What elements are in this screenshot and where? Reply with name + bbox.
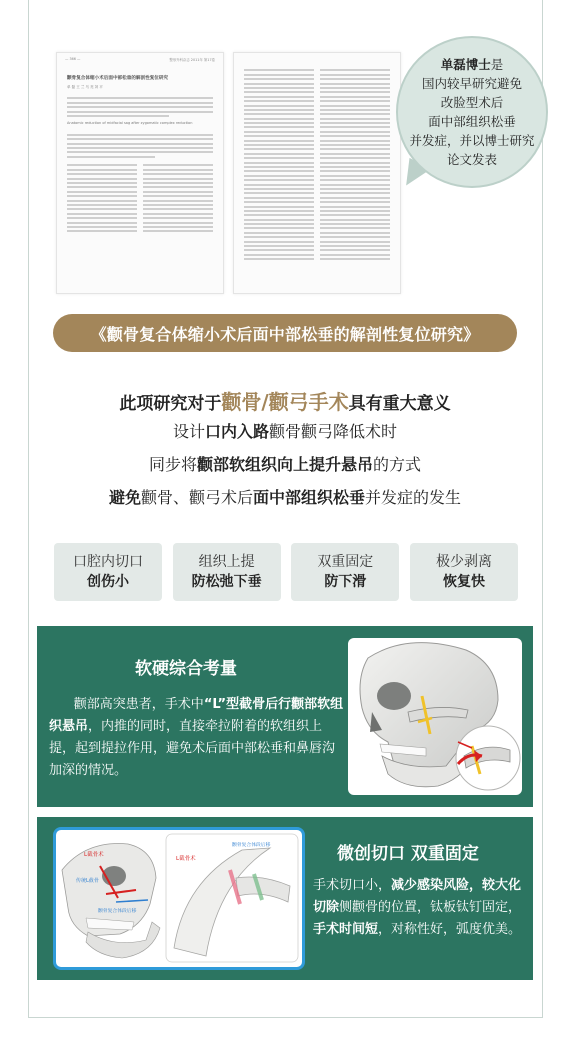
paper-abstract-en [57, 129, 223, 162]
paper-thumbnail-first-page [56, 52, 224, 294]
label-l-osteotomy: L截骨术 [84, 852, 104, 858]
paper-header-center: 整形外科杂志 2011年 第17卷 [169, 58, 215, 62]
paper-title-banner: 《颧骨复合体缩小术后面中部松垂的解剖性复位研究》 [53, 314, 517, 352]
panel-text-minimal-incision: 手术切口小，减少感染风险，较大化切除侧颧骨的位置，钛板钛钉固定，手术时间短，对称性好，弧度优美。 [312, 878, 521, 937]
significance-line-4: 避免颧骨、颧弓术后面中部组织松垂并发症的发生 [108, 488, 462, 507]
label-posterior-shift: 颧骨复合体段后移 [98, 909, 137, 914]
osteotomy-diagram [53, 827, 305, 970]
paper-title: 颧骨复合体缩小术后面中部松垂的解剖性复位研究 [67, 76, 169, 81]
paper-thumbnail-second-page [233, 52, 401, 294]
paper-abstract-cn [57, 93, 223, 121]
chip-minimal-dissection: 极少剥离 恢复快 [410, 543, 518, 601]
author-speech-bubble: 单磊博士是 国内较早研究避免 改脸型术后 面中部组织松垂 并发症，并以博士研究 论文发表 [396, 36, 548, 188]
panel-title-soft-hard: 软硬综合考量 [135, 659, 237, 679]
panel-text-soft-hard: 颧部高突患者，手术中“L”型截骨后行颧部软组织悬吊，内推的同时，直接牵拉附着的软组织上提，起到提拉作用，避免术后面中部松垂和鼻唇沟加深的情况。 [49, 697, 344, 778]
label-complex-shift: 颧骨复合体段后移 [232, 843, 271, 848]
paper-abstract-en-title: Anatomic reduction of midfacial sag after zygomatic complex reduction [67, 121, 193, 126]
feature-chips [54, 543, 518, 601]
paper-authors: 单 磊 王 兰 马 亮 刘 平 [67, 85, 103, 89]
significance-line-1: 此项研究对于颧骨/颧弓手术具有重大意义 [119, 390, 451, 414]
label-traditional-l: 传统L截骨 [76, 878, 99, 884]
significance-line-2: 设计口内入路颧骨颧弓降低术时 [172, 422, 398, 441]
skull-lateral-icon [348, 638, 522, 795]
chip-intraoral-incision: 口腔内切口 创伤小 [54, 543, 162, 601]
chip-tissue-lift: 组织上提 防松弛下垂 [173, 543, 281, 601]
soft-hard-tissue-panel [37, 626, 533, 807]
minimal-incision-panel [37, 817, 533, 980]
panel-title-minimal-incision: 微创切口 双重固定 [337, 844, 479, 864]
label-l-osteotomy-closeup: L截骨术 [176, 856, 196, 862]
skull-illustration [348, 638, 522, 795]
osteotomy-illustration [56, 830, 302, 967]
paper-header-left: — 366 — [65, 57, 81, 61]
author-name: 单磊博士 [440, 57, 491, 72]
significance-line-3: 同步将颧部软组织向上提升悬吊的方式 [148, 455, 422, 474]
chip-double-fixation: 双重固定 防下滑 [291, 543, 399, 601]
